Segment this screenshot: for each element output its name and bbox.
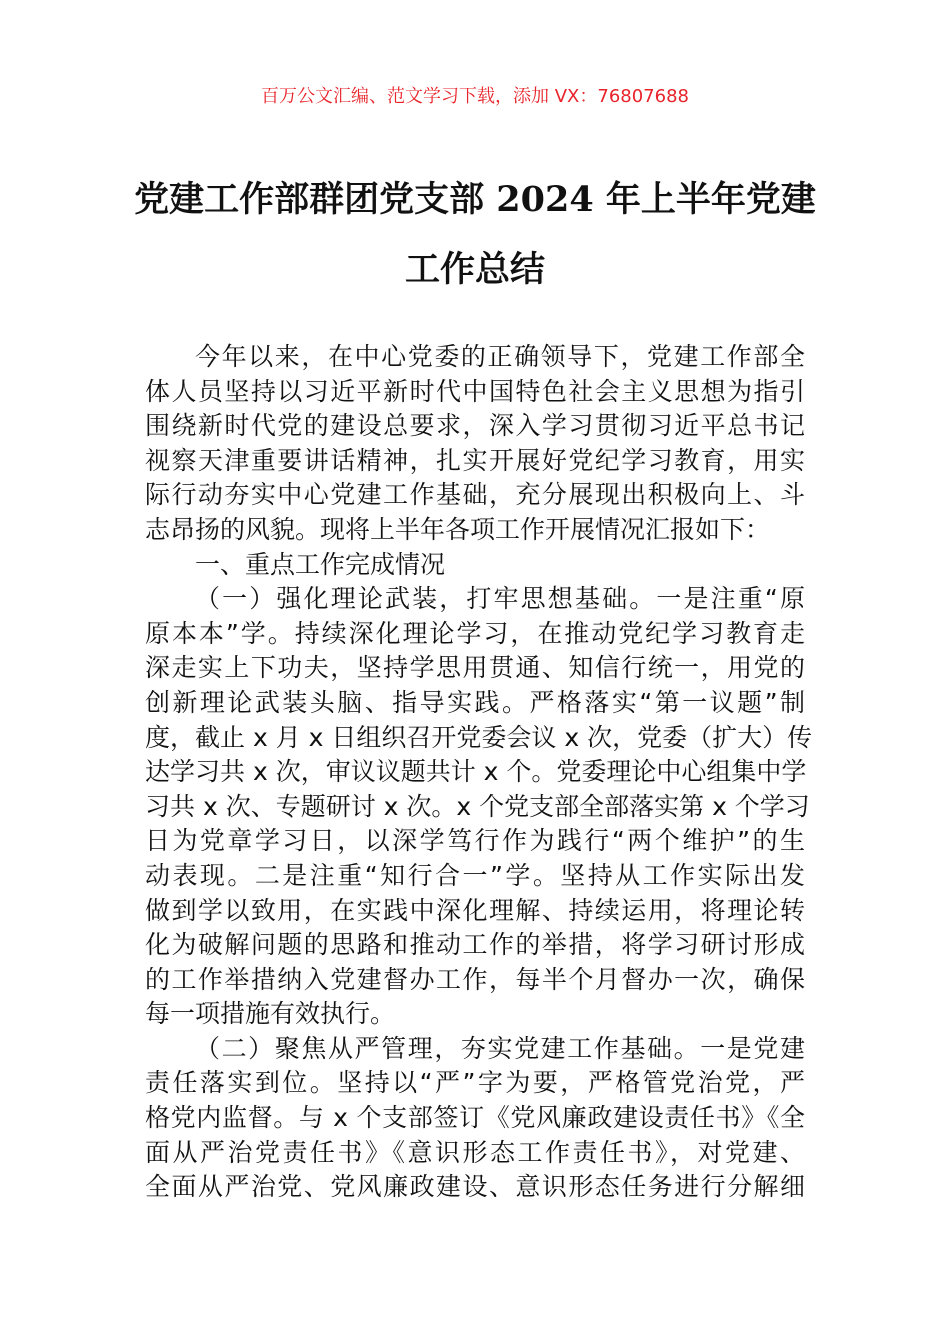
document-body — [145, 340, 813, 1205]
text-line: 日为党章学习日，以深学笃行作为践行“两个维护”的生 — [145, 826, 805, 856]
text-line: （二）聚焦从严管理，夯实党建工作基础。一是党建 — [195, 1033, 805, 1063]
text-line: 深走实上下功夫，坚持学思用贯通、知信行统一，用党的 — [145, 653, 805, 683]
text-line: 原本本”学。持续深化理论学习，在推动党纪学习教育走 — [145, 618, 805, 648]
text-line: 度，截止 x 月 x 日组织召开党委会议 x 次，党委（扩大）传 — [145, 722, 813, 752]
text-line: 视察天津重要讲话精神，扎实开展好党纪学习教育，用实 — [145, 445, 805, 475]
text-line: 今年以来，在中心党委的正确领导下，党建工作部全 — [195, 342, 805, 371]
text-line: 动表现。二是注重“知行合一”学。坚持从工作实际出发 — [145, 860, 805, 890]
watermark-header: 百万公文汇编、范文学习下载，添加 VX：76807688 — [261, 86, 689, 107]
text-line: 一、重点工作完成情况 — [195, 549, 446, 579]
text-line: 面从严治党责任书》《意识形态工作责任书》，对党建、 — [145, 1137, 805, 1167]
text-line: （一）强化理论武装，打牢思想基础。一是注重“原 — [195, 584, 805, 614]
text-line: 达学习共 x 次，审议议题共计 x 个。党委理论中心组集中学 — [145, 757, 807, 787]
text-line: 格党内监督。与 x 个支部签订《党风廉政建设责任书》《全 — [145, 1103, 805, 1133]
text-line: 围绕新时代党的建设总要求，深入学习贯彻习近平总书记 — [145, 411, 805, 441]
text-line: 做到学以致用，在实践中深化理解、持续运用，将理论转 — [145, 895, 805, 925]
text-line: 创新理论武装头脑、指导实践。严格落实“第一议题”制 — [145, 687, 805, 717]
text-line: 化为破解问题的思路和推动工作的举措，将学习研讨形成 — [145, 930, 805, 960]
text-line: 每一项措施有效执行。 — [145, 999, 396, 1029]
paragraph — [145, 582, 813, 1032]
text-line: 志昂扬的风貌。现将上半年各项工作开展情况汇报如下： — [145, 514, 771, 544]
paragraph — [145, 548, 805, 583]
text-line: 际行动夯实中心党建工作基础，充分展现出积极向上、斗 — [145, 480, 805, 510]
paragraph — [145, 1032, 805, 1205]
text-line: 责任落实到位。坚持以“严”字为要，严格管党治党，严 — [145, 1068, 805, 1098]
text-line: 全面从严治党、党风廉政建设、意识形态任务进行分解细 — [145, 1172, 805, 1202]
text-line: 体人员坚持以习近平新时代中国特色社会主义思想为指引 — [145, 376, 805, 406]
title-line-2: 工作总结 — [404, 249, 545, 290]
text-line: 习共 x 次、专题研讨 x 次。x 个党支部全部落实第 x 个学习 — [145, 791, 810, 821]
paragraph — [145, 340, 805, 548]
text-line: 的工作举措纳入党建督办工作，每半个月督办一次，确保 — [145, 964, 805, 994]
title-line-1: 党建工作部群团党支部 2024 年上半年党建 — [134, 179, 816, 220]
